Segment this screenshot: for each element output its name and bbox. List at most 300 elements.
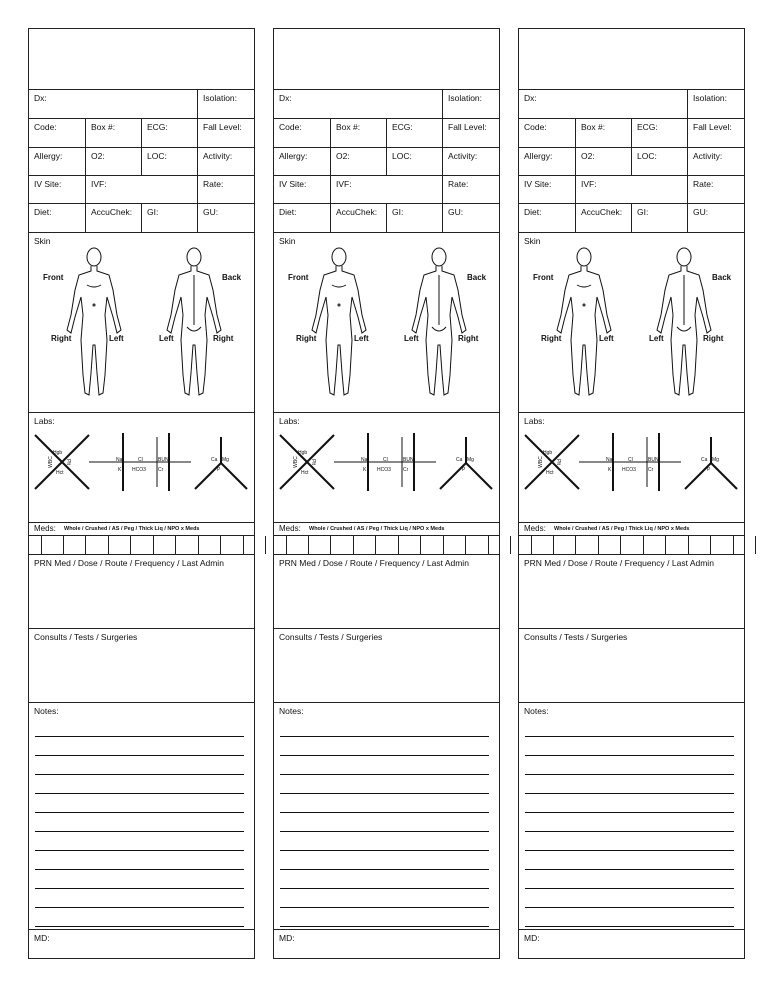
body-back-figure[interactable]: [649, 245, 719, 405]
code-field[interactable]: [519, 119, 576, 147]
code-row: [29, 119, 254, 148]
skin-section: [29, 233, 254, 413]
back-right-label: Right: [213, 334, 234, 343]
loc-field[interactable]: [387, 148, 443, 175]
lab-p: P: [217, 467, 221, 473]
o2-field[interactable]: [86, 148, 142, 175]
diet-row: [519, 204, 744, 233]
front-right-label: Right: [541, 334, 562, 343]
note-line[interactable]: [280, 793, 489, 794]
lab-hct: Hct: [546, 470, 554, 476]
lab-ca: Ca: [211, 457, 218, 463]
front-left-label: Left: [109, 334, 124, 343]
note-line[interactable]: [525, 831, 734, 832]
iv-site-field[interactable]: [519, 176, 576, 203]
note-line[interactable]: [525, 793, 734, 794]
consults-section[interactable]: [274, 629, 499, 703]
md-label: MD:: [524, 933, 540, 943]
dx-field[interactable]: [519, 90, 688, 118]
med-checkbox[interactable]: [531, 536, 554, 554]
med-checkbox[interactable]: [309, 536, 332, 554]
o2-label: O2:: [91, 151, 105, 161]
note-line[interactable]: [35, 888, 244, 889]
o2-field[interactable]: [331, 148, 387, 175]
diet-label: Diet:: [524, 207, 542, 217]
note-line[interactable]: [280, 869, 489, 870]
lab-cl: Cl: [383, 457, 388, 463]
rate-label: Rate:: [448, 179, 469, 189]
ivf-field[interactable]: [331, 176, 443, 203]
loc-label: LOC:: [147, 151, 167, 161]
labs-section: [519, 413, 744, 523]
lab-ca: Ca: [456, 457, 463, 463]
lab-hgb: Hgb: [543, 450, 553, 456]
iv-row: [519, 176, 744, 204]
med-checkbox[interactable]: [421, 536, 444, 554]
front-left-label: Left: [354, 334, 369, 343]
o2-field[interactable]: [576, 148, 632, 175]
gu-field[interactable]: [688, 204, 744, 232]
activity-label: Activity:: [203, 151, 233, 161]
note-line[interactable]: [525, 755, 734, 756]
allergy-label: Allergy:: [279, 151, 308, 161]
lab-bun: BUN: [158, 457, 169, 463]
note-line[interactable]: [280, 888, 489, 889]
lab-hco3: HCO3: [377, 467, 391, 473]
med-checkbox[interactable]: [576, 536, 599, 554]
note-line[interactable]: [35, 831, 244, 832]
md-field[interactable]: [29, 930, 254, 958]
calcium-tristar[interactable]: [191, 433, 251, 491]
front-right-label: Right: [51, 334, 72, 343]
box-label: Box #:: [336, 122, 361, 132]
code-label: Code:: [279, 122, 302, 132]
med-checkbox[interactable]: [331, 536, 354, 554]
dx-row: [519, 90, 744, 119]
gi-label: GI:: [147, 207, 159, 217]
prn-title: PRN Med / Dose / Route / Frequency / Last Admin: [279, 558, 469, 568]
meds-title: Meds:: [279, 524, 301, 533]
isolation-field[interactable]: [688, 90, 744, 118]
med-checkbox[interactable]: [734, 536, 757, 554]
code-field[interactable]: [274, 119, 331, 147]
prn-section[interactable]: [519, 555, 744, 629]
note-line[interactable]: [35, 869, 244, 870]
body-back-figure[interactable]: [159, 245, 229, 405]
lab-hco3: HCO3: [622, 467, 636, 473]
accuchek-field[interactable]: [576, 204, 632, 232]
lab-hgb: Hgb: [53, 450, 63, 456]
med-checkbox[interactable]: [376, 536, 399, 554]
fall-level-field[interactable]: [198, 119, 254, 147]
meds-options: Whole / Crushed / AS / Peg / Thick Liq / NPO x Meds: [554, 526, 690, 532]
back-left-label: Left: [159, 334, 174, 343]
med-checkbox[interactable]: [154, 536, 177, 554]
dx-row: [29, 90, 254, 119]
note-line[interactable]: [35, 850, 244, 851]
activity-field[interactable]: [198, 148, 254, 175]
note-line[interactable]: [525, 869, 734, 870]
back-left-label: Left: [404, 334, 419, 343]
fall-level-field[interactable]: [688, 119, 744, 147]
lab-mg: Mg: [467, 457, 474, 463]
fall-level-field[interactable]: [443, 119, 499, 147]
body-front-figure[interactable]: [59, 245, 129, 405]
lab-wbc: WBC: [292, 456, 299, 468]
code-label: Code:: [524, 122, 547, 132]
back-right-label: Right: [458, 334, 479, 343]
lab-plt: Plt: [554, 459, 561, 465]
lab-wbc: WBC: [47, 456, 54, 468]
front-label: Front: [533, 273, 554, 282]
med-checkbox[interactable]: [466, 536, 489, 554]
med-checkbox[interactable]: [666, 536, 689, 554]
report-sheet: [273, 28, 500, 959]
allergy-field[interactable]: [29, 148, 86, 175]
notes-section[interactable]: [519, 703, 744, 930]
allergy-row: [29, 148, 254, 176]
note-line[interactable]: [35, 793, 244, 794]
iv-row: [29, 176, 254, 204]
gu-label: GU:: [693, 207, 709, 217]
med-checkbox[interactable]: [176, 536, 199, 554]
front-right-label: Right: [296, 334, 317, 343]
med-checkbox[interactable]: [354, 536, 377, 554]
lab-na: Na: [606, 457, 613, 463]
diet-field[interactable]: [274, 204, 331, 232]
diet-row: [274, 204, 499, 233]
ecg-field[interactable]: [387, 119, 443, 147]
skin-section: [519, 233, 744, 413]
loc-field[interactable]: [142, 148, 198, 175]
notes-title: Notes:: [524, 706, 549, 716]
md-field[interactable]: [274, 930, 499, 958]
med-checkbox[interactable]: [109, 536, 132, 554]
consults-section[interactable]: [519, 629, 744, 703]
consults-section[interactable]: [29, 629, 254, 703]
rate-field[interactable]: [443, 176, 499, 203]
report-sheet: [28, 28, 255, 959]
ivf-label: IVF:: [581, 179, 597, 189]
prn-title: PRN Med / Dose / Route / Frequency / Last Admin: [34, 558, 224, 568]
gi-field[interactable]: [632, 204, 688, 232]
back-label: Back: [467, 273, 487, 282]
loc-label: LOC:: [637, 151, 657, 161]
note-line[interactable]: [525, 774, 734, 775]
skin-title: Skin: [279, 236, 296, 246]
md-label: MD:: [279, 933, 295, 943]
prn-title: PRN Med / Dose / Route / Frequency / Last Admin: [524, 558, 714, 568]
lab-plt: Plt: [309, 459, 316, 465]
allergy-row: [519, 148, 744, 176]
lab-cr: Cr: [158, 467, 164, 473]
allergy-label: Allergy:: [34, 151, 63, 161]
med-checkbox[interactable]: [131, 536, 154, 554]
med-checkbox[interactable]: [489, 536, 512, 554]
cbc-fishbone[interactable]: [33, 433, 91, 491]
gu-field[interactable]: [198, 204, 254, 232]
calcium-tristar[interactable]: [436, 433, 496, 491]
report-sheet: [518, 28, 745, 959]
back-label: Back: [222, 273, 242, 282]
iv-row: [274, 176, 499, 204]
front-label: Front: [288, 273, 309, 282]
med-checkbox[interactable]: [199, 536, 222, 554]
note-line[interactable]: [280, 907, 489, 908]
med-checkbox[interactable]: [399, 536, 422, 554]
dx-row: [274, 90, 499, 119]
lab-wbc: WBC: [537, 456, 544, 468]
loc-label: LOC:: [392, 151, 412, 161]
isolation-field[interactable]: [443, 90, 499, 118]
med-checkbox[interactable]: [444, 536, 467, 554]
box-field[interactable]: [331, 119, 387, 147]
isolation-field[interactable]: [198, 90, 254, 118]
diet-label: Diet:: [34, 207, 52, 217]
diet-row: [29, 204, 254, 233]
box-label: Box #:: [581, 122, 606, 132]
note-line[interactable]: [525, 907, 734, 908]
accuchek-label: AccuChek:: [581, 207, 623, 217]
notes-title: Notes:: [34, 706, 59, 716]
accuchek-field[interactable]: [86, 204, 142, 232]
lab-na: Na: [116, 457, 123, 463]
cbc-fishbone[interactable]: [278, 433, 336, 491]
body-back-figure[interactable]: [404, 245, 474, 405]
lab-k: K: [363, 467, 367, 473]
gu-label: GU:: [448, 207, 464, 217]
note-line[interactable]: [525, 926, 734, 927]
ivf-label: IVF:: [91, 179, 107, 189]
dx-label: Dx:: [34, 93, 47, 103]
note-line[interactable]: [35, 774, 244, 775]
calcium-tristar[interactable]: [681, 433, 741, 491]
dx-field[interactable]: [29, 90, 198, 118]
accuchek-label: AccuChek:: [336, 207, 378, 217]
med-checkbox[interactable]: [41, 536, 64, 554]
med-checkbox[interactable]: [644, 536, 667, 554]
meds-row: [519, 523, 744, 536]
lab-ca: Ca: [701, 457, 708, 463]
gu-label: GU:: [203, 207, 219, 217]
code-label: Code:: [34, 122, 57, 132]
prn-section[interactable]: [274, 555, 499, 629]
lab-hct: Hct: [56, 470, 64, 476]
gu-field[interactable]: [443, 204, 499, 232]
labs-title: Labs:: [279, 416, 300, 426]
activity-label: Activity:: [693, 151, 723, 161]
gi-label: GI:: [637, 207, 649, 217]
labs-section: [274, 413, 499, 523]
note-line[interactable]: [525, 736, 734, 737]
front-label: Front: [43, 273, 64, 282]
med-checkbox[interactable]: [286, 536, 309, 554]
ivf-field[interactable]: [576, 176, 688, 203]
allergy-field[interactable]: [274, 148, 331, 175]
loc-field[interactable]: [632, 148, 688, 175]
rate-field[interactable]: [198, 176, 254, 203]
lab-cr: Cr: [403, 467, 409, 473]
code-row: [519, 119, 744, 148]
diet-field[interactable]: [29, 204, 86, 232]
iv-site-field[interactable]: [29, 176, 86, 203]
labs-section: [29, 413, 254, 523]
isolation-label: Isolation:: [693, 93, 728, 103]
ivf-label: IVF:: [336, 179, 352, 189]
note-line[interactable]: [280, 755, 489, 756]
note-line[interactable]: [35, 907, 244, 908]
allergy-row: [274, 148, 499, 176]
meds-row: [29, 523, 254, 536]
code-row: [274, 119, 499, 148]
consults-title: Consults / Tests / Surgeries: [34, 632, 138, 642]
ecg-label: ECG:: [637, 122, 658, 132]
note-line[interactable]: [280, 812, 489, 813]
allergy-label: Allergy:: [524, 151, 553, 161]
note-line[interactable]: [280, 736, 489, 737]
lab-hct: Hct: [301, 470, 309, 476]
prn-section[interactable]: [29, 555, 254, 629]
o2-label: O2:: [336, 151, 350, 161]
note-line[interactable]: [280, 774, 489, 775]
skin-title: Skin: [524, 236, 541, 246]
note-line[interactable]: [525, 888, 734, 889]
meds-row: [274, 523, 499, 536]
lab-cl: Cl: [138, 457, 143, 463]
iv-site-field[interactable]: [274, 176, 331, 203]
ecg-label: ECG:: [147, 122, 168, 132]
isolation-label: Isolation:: [203, 93, 238, 103]
fall-level-label: Fall Level:: [693, 122, 732, 132]
note-line[interactable]: [280, 831, 489, 832]
note-line[interactable]: [35, 812, 244, 813]
labs-title: Labs:: [34, 416, 55, 426]
md-label: MD:: [34, 933, 50, 943]
dx-label: Dx:: [524, 93, 537, 103]
o2-label: O2:: [581, 151, 595, 161]
iv-site-label: IV Site:: [524, 179, 552, 189]
lab-p: P: [462, 467, 466, 473]
iv-site-label: IV Site:: [279, 179, 307, 189]
iv-site-label: IV Site:: [34, 179, 62, 189]
consults-title: Consults / Tests / Surgeries: [279, 632, 383, 642]
note-line[interactable]: [35, 926, 244, 927]
note-line[interactable]: [35, 736, 244, 737]
gi-field[interactable]: [142, 204, 198, 232]
consults-title: Consults / Tests / Surgeries: [524, 632, 628, 642]
dx-label: Dx:: [279, 93, 292, 103]
med-checkbox[interactable]: [554, 536, 577, 554]
note-line[interactable]: [525, 812, 734, 813]
accuchek-label: AccuChek:: [91, 207, 133, 217]
md-field[interactable]: [519, 930, 744, 958]
lab-bun: BUN: [648, 457, 659, 463]
diet-field[interactable]: [519, 204, 576, 232]
skin-section: [274, 233, 499, 413]
lab-k: K: [118, 467, 122, 473]
note-line[interactable]: [280, 850, 489, 851]
notes-title: Notes:: [279, 706, 304, 716]
med-checkbox[interactable]: [599, 536, 622, 554]
lab-k: K: [608, 467, 612, 473]
activity-field[interactable]: [443, 148, 499, 175]
rate-label: Rate:: [693, 179, 714, 189]
accuchek-field[interactable]: [331, 204, 387, 232]
skin-title: Skin: [34, 236, 51, 246]
notes-section[interactable]: [274, 703, 499, 930]
med-checkbox[interactable]: [689, 536, 712, 554]
rate-field[interactable]: [688, 176, 744, 203]
box-field[interactable]: [86, 119, 142, 147]
note-line[interactable]: [280, 926, 489, 927]
note-line[interactable]: [35, 755, 244, 756]
med-checkbox[interactable]: [244, 536, 267, 554]
box-field[interactable]: [576, 119, 632, 147]
med-checkbox[interactable]: [621, 536, 644, 554]
back-left-label: Left: [649, 334, 664, 343]
lab-hgb: Hgb: [298, 450, 308, 456]
ecg-field[interactable]: [142, 119, 198, 147]
ecg-field[interactable]: [632, 119, 688, 147]
note-line[interactable]: [525, 850, 734, 851]
body-front-figure[interactable]: [304, 245, 374, 405]
diet-label: Diet:: [279, 207, 297, 217]
activity-label: Activity:: [448, 151, 478, 161]
allergy-field[interactable]: [519, 148, 576, 175]
meds-options: Whole / Crushed / AS / Peg / Thick Liq / NPO x Meds: [309, 526, 445, 532]
lab-cl: Cl: [628, 457, 633, 463]
box-label: Box #:: [91, 122, 116, 132]
med-checkbox[interactable]: [711, 536, 734, 554]
body-front-figure[interactable]: [549, 245, 619, 405]
lab-p: P: [707, 467, 711, 473]
activity-field[interactable]: [688, 148, 744, 175]
med-checkbox[interactable]: [221, 536, 244, 554]
lab-na: Na: [361, 457, 368, 463]
isolation-label: Isolation:: [448, 93, 483, 103]
meds-grid[interactable]: [274, 536, 499, 555]
lab-cr: Cr: [648, 467, 654, 473]
header-area: [519, 29, 744, 90]
back-right-label: Right: [703, 334, 724, 343]
ecg-label: ECG:: [392, 122, 413, 132]
lab-plt: Plt: [64, 459, 71, 465]
cbc-fishbone[interactable]: [523, 433, 581, 491]
meds-grid[interactable]: [519, 536, 744, 555]
back-label: Back: [712, 273, 732, 282]
header-area: [29, 29, 254, 90]
meds-title: Meds:: [34, 524, 56, 533]
ivf-field[interactable]: [86, 176, 198, 203]
header-area: [274, 29, 499, 90]
rate-label: Rate:: [203, 179, 224, 189]
gi-label: GI:: [392, 207, 404, 217]
meds-grid[interactable]: [29, 536, 254, 555]
notes-section[interactable]: [29, 703, 254, 930]
med-checkbox[interactable]: [86, 536, 109, 554]
lab-hco3: HCO3: [132, 467, 146, 473]
lab-bun: BUN: [403, 457, 414, 463]
gi-field[interactable]: [387, 204, 443, 232]
front-left-label: Left: [599, 334, 614, 343]
code-field[interactable]: [29, 119, 86, 147]
med-checkbox[interactable]: [64, 536, 87, 554]
meds-title: Meds:: [524, 524, 546, 533]
lab-mg: Mg: [712, 457, 719, 463]
dx-field[interactable]: [274, 90, 443, 118]
fall-level-label: Fall Level:: [448, 122, 487, 132]
labs-title: Labs:: [524, 416, 545, 426]
